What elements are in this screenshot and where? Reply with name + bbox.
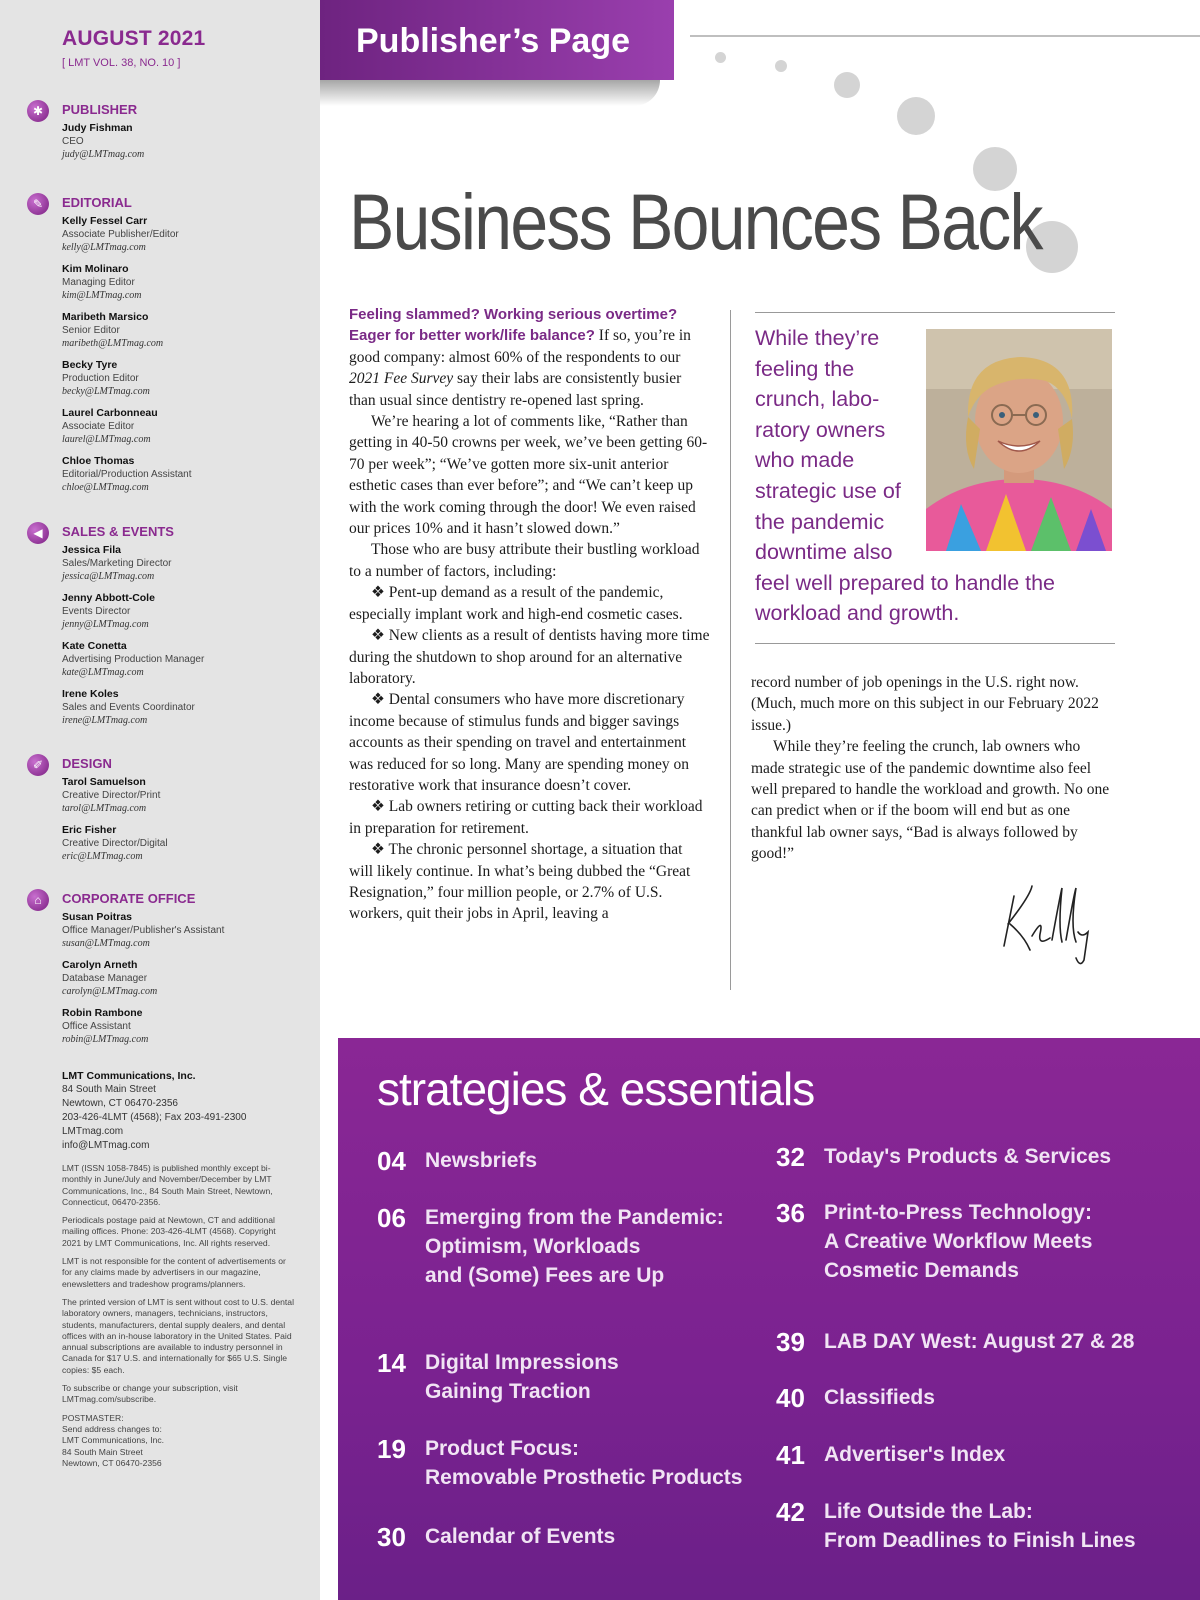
toc-entry-title	[824, 1327, 1134, 1357]
toc-title: strategies & essentials	[377, 1063, 815, 1115]
article-paragraph: ❖ Dental consumers who have more discretionary income because of stimulus funds and bigger savings accounts as their spending on travel and entertainment was reduced for so long. Many are spending money on restorative work that insurance doesn’t cover.	[349, 691, 690, 794]
staff-entry	[62, 1007, 148, 1046]
company-address	[62, 1069, 246, 1153]
toc-entry[interactable]	[377, 1434, 742, 1492]
publisher-photo	[926, 329, 1112, 551]
toc-entry[interactable]	[776, 1327, 1134, 1357]
company-email[interactable]: info@LMTmag.com	[62, 1140, 150, 1151]
staff-role: Production Editor	[62, 373, 139, 384]
staff-email[interactable]: jessica@LMTmag.com	[62, 571, 155, 582]
toc-entry-line: Today's Products & Services	[824, 1145, 1112, 1168]
article-lead: Feeling slammed? Working serious overtime? Eager for better work/life balance?	[349, 306, 678, 345]
toc-entry-line: Newsbriefs	[425, 1149, 538, 1172]
staff-role: Advertising Production Manager	[62, 654, 205, 665]
staff-entry	[62, 776, 160, 815]
toc-entry-title	[824, 1142, 1111, 1172]
article-paragraph: We’re hearing a lot of comments like, “Rather than getting in 40-50 crowns per week, we’ve been getting 60-70 per week”; “We’ve gotten more six-unit anterior esthetic cases than ever before”; and “We can’t keep up with the work coming through the door! We even raised our prices 10% and it hasn’t slowed down.”	[349, 413, 708, 538]
toc-entry[interactable]	[377, 1146, 537, 1176]
sidebar-heading: SALES & EVENTS	[62, 524, 174, 539]
fine-print-paragraph: The printed version of LMT is sent without cost to U.S. dental laboratory owners, managers, technicians, instructors, students, manufacturers, dental supply dealers, and dental offices with an in-house laboratory in the United States. Paid annual subscriptions are available to industry personnel in Canada for $17 U.S. and internationally for $65 U.S. Single copies: $5 each.	[62, 1296, 294, 1375]
company-web[interactable]: LMTmag.com	[62, 1126, 124, 1137]
decor-bubble	[715, 52, 726, 63]
staff-email[interactable]: jenny@LMTmag.com	[62, 619, 149, 630]
kelly-signature	[1000, 876, 1100, 972]
pull-quote-line: downtime also	[755, 540, 893, 565]
company-phone: 203-426-4LMT (4568); Fax 203-491-2300	[62, 1112, 247, 1123]
staff-name: Jessica Fila	[62, 544, 121, 556]
staff-role: Events Director	[62, 606, 131, 617]
pull-quote-line: feeling the	[755, 356, 855, 381]
staff-name: Maribeth Marsico	[62, 311, 149, 323]
megaphone-icon: ◀	[27, 522, 49, 544]
staff-role: Office Manager/Publisher's Assistant	[62, 925, 225, 936]
pull-quote-line: crunch, labo-	[755, 387, 880, 412]
toc-entry-title	[425, 1203, 724, 1290]
toc-entry-title	[824, 1198, 1092, 1285]
staff-entry	[62, 407, 158, 446]
staff-email[interactable]: kate@LMTmag.com	[62, 667, 144, 678]
masthead-sidebar	[0, 0, 320, 1600]
toc-entry-title	[425, 1146, 537, 1176]
top-rule	[690, 35, 1200, 37]
staff-name: Jenny Abbott-Cole	[62, 592, 155, 604]
staff-role: Associate Editor	[62, 421, 135, 432]
toc-entry-line: Removable Prosthetic Products	[425, 1466, 743, 1489]
pull-quote-line: strategic use of	[755, 478, 901, 503]
staff-role: CEO	[62, 136, 84, 147]
toc-entry-line: Gaining Traction	[425, 1380, 591, 1403]
staff-name: Laurel Carbonneau	[62, 407, 158, 419]
toc-entry-line: Print-to-Press Technology:	[824, 1201, 1092, 1224]
staff-email[interactable]: susan@LMTmag.com	[62, 938, 150, 949]
toc-page-number: 36	[776, 1198, 805, 1228]
staff-email[interactable]: tarol@LMTmag.com	[62, 803, 147, 814]
banner-title: Publisher’s Page	[356, 22, 630, 60]
toc-entry[interactable]	[776, 1383, 935, 1413]
banner-shadow	[320, 80, 660, 106]
staff-role: Office Assistant	[62, 1021, 131, 1032]
article-paragraph: record number of job openings in the U.S. right now. (Much, much more on this subject in our February 2022 issue.)	[751, 674, 1099, 734]
toc-entry-line: Product Focus:	[425, 1437, 580, 1460]
toc-page-number: 41	[776, 1440, 805, 1470]
staff-name: Robin Rambone	[62, 1007, 143, 1019]
toc-entry-line: A Creative Workflow Meets	[824, 1230, 1093, 1253]
toc-entry[interactable]	[776, 1497, 1136, 1555]
company-name: LMT Communications, Inc.	[62, 1070, 196, 1082]
staff-name: Susan Poitras	[62, 911, 133, 923]
toc-entry-line: Advertiser's Index	[824, 1443, 1006, 1466]
pull-quote-line: the pandemic	[755, 509, 885, 534]
toc-entry-line: Digital Impressions	[425, 1351, 619, 1374]
staff-role: Sales/Marketing Director	[62, 558, 172, 569]
staff-role: Editorial/Production Assistant	[62, 469, 192, 480]
fine-print-paragraph: LMT is not responsible for the content of advertisements or for any claims made by advertisers in our magazine, enewsletters and tradeshow programs/planners.	[62, 1256, 286, 1289]
toc-entry[interactable]	[377, 1348, 619, 1406]
toc-entry[interactable]	[377, 1203, 724, 1290]
staff-entry	[62, 359, 150, 398]
toc-entry[interactable]	[776, 1440, 1005, 1470]
toc-page-number: 30	[377, 1522, 406, 1552]
sidebar-heading: CORPORATE OFFICE	[62, 891, 196, 906]
staff-name: Kate Conetta	[62, 640, 127, 652]
pull-quote-line: ratory owners	[755, 417, 886, 442]
toc-page-number: 06	[377, 1203, 406, 1233]
fine-print-paragraph: To subscribe or change your subscription, visit LMTmag.com/subscribe.	[62, 1383, 238, 1405]
pen-icon: ✎	[27, 193, 49, 215]
toc-entry[interactable]	[377, 1522, 615, 1552]
toc-entry-line: Optimism, Workloads	[425, 1235, 641, 1258]
toc-entry[interactable]	[776, 1198, 1092, 1285]
staff-entry	[62, 544, 171, 583]
staff-entry	[62, 263, 141, 302]
fine-print-paragraph: Periodicals postage paid at Newtown, CT and additional mailing offices. Phone: 203-426-4LMT (4568). Copyright 2021 by LMT Communications, Inc. All rights reserved.	[62, 1215, 276, 1248]
staff-role: Senior Editor	[62, 325, 120, 336]
staff-role: Sales and Events Coordinator	[62, 702, 195, 713]
toc-page-number: 04	[377, 1146, 406, 1176]
fine-print-paragraph: LMT (ISSN 1058-7845) is published monthly except bi-monthly in June/July and November/December by LMT Communications, Inc., 84 South Main Street, Newtown, Connecticut, 06470-2356.	[62, 1163, 273, 1207]
staff-role: Managing Editor	[62, 277, 135, 288]
issue-volume: [ LMT VOL. 38, NO. 10 ]	[62, 57, 181, 69]
publication-fine-print	[62, 1163, 294, 1476]
star-icon: ✱	[27, 100, 49, 122]
staff-role: Creative Director/Digital	[62, 838, 168, 849]
staff-email[interactable]: judy@LMTmag.com	[62, 149, 145, 160]
staff-email[interactable]: laurel@LMTmag.com	[62, 434, 151, 445]
toc-page-number: 39	[776, 1327, 805, 1357]
staff-email[interactable]: becky@LMTmag.com	[62, 386, 150, 397]
toc-entry-line: Classifieds	[824, 1386, 935, 1409]
staff-email[interactable]: maribeth@LMTmag.com	[62, 338, 164, 349]
pull-quote-line: feel well prepared to handle the	[755, 570, 1056, 595]
toc-entry-title	[425, 1348, 619, 1406]
staff-email[interactable]: kim@LMTmag.com	[62, 290, 142, 301]
staff-entry	[62, 215, 179, 254]
staff-entry	[62, 824, 168, 863]
staff-email[interactable]: kelly@LMTmag.com	[62, 242, 146, 253]
staff-entry	[62, 592, 155, 631]
decor-bubble	[834, 72, 860, 98]
staff-entry	[62, 640, 204, 679]
staff-name: Becky Tyre	[62, 359, 118, 371]
staff-name: Carolyn Arneth	[62, 959, 138, 971]
article-lead-paragraph: Feeling slammed? Working serious overtime? Eager for better work/life balance? If so, you’re in good company: almost 60% of the respondents to our 2021 Fee Survey say their labs are consistently busier than usual since dentistry re-opened last spring.	[349, 306, 691, 409]
staff-entry	[62, 455, 192, 494]
toc-entry-line: LAB DAY West: August 27 & 28	[824, 1330, 1135, 1353]
staff-role: Database Manager	[62, 973, 148, 984]
toc-entry-line: and (Some) Fees are Up	[425, 1264, 665, 1287]
toc-page-number: 14	[377, 1348, 406, 1378]
staff-email[interactable]: irene@LMTmag.com	[62, 715, 148, 726]
toc-page-number: 32	[776, 1142, 805, 1172]
pull-quote-line: While they’re	[755, 326, 880, 350]
staff-entry	[62, 911, 224, 950]
staff-email[interactable]: robin@LMTmag.com	[62, 1034, 149, 1045]
toc-entry-line: Calendar of Events	[425, 1525, 616, 1548]
pull-quote-rule	[755, 643, 1115, 644]
staff-name: Tarol Samuelson	[62, 776, 146, 788]
staff-entry	[62, 122, 144, 161]
staff-name: Kelly Fessel Carr	[62, 215, 148, 227]
staff-role: Creative Director/Print	[62, 790, 161, 801]
toc-entry-title	[425, 1522, 615, 1552]
pull-quote-rule	[755, 312, 1115, 313]
staff-name: Chloe Thomas	[62, 455, 135, 467]
staff-email[interactable]: carolyn@LMTmag.com	[62, 986, 158, 997]
staff-entry	[62, 311, 163, 350]
toc-entry-title	[824, 1383, 935, 1413]
staff-email[interactable]: chloe@LMTmag.com	[62, 482, 149, 493]
column-divider	[730, 310, 731, 990]
article-title: Business Bounces Back	[349, 177, 1042, 266]
toc-entry[interactable]	[776, 1142, 1111, 1172]
toc-entry-line: Cosmetic Demands	[824, 1259, 1019, 1282]
design-icon: ✐	[27, 754, 49, 776]
article-paragraph: ❖ The chronic personnel shortage, a situation that will likely continue. In what’s being dubbed the “Great Resignation,” four million people, or 2.7% of U.S. workers, quit their jobs in April, leaving a	[349, 841, 691, 923]
staff-name: Kim Molinaro	[62, 263, 129, 275]
decor-bubble	[775, 60, 787, 72]
sidebar-heading: DESIGN	[62, 756, 112, 771]
article-paragraph: While they’re feeling the crunch, lab owners who made strategic use of the pandemic downtime also feel well prepared to handle the workload and growth. No one can predict when or if the boom will end but as one thankful lab owner says, “Bad is always followed by good!”	[751, 738, 1110, 863]
portrait-illustration	[926, 329, 1112, 551]
toc-page-number: 19	[377, 1434, 406, 1464]
article-column-right	[751, 672, 1113, 865]
toc-entry-line: Emerging from the Pandemic:	[425, 1206, 724, 1229]
staff-name: Eric Fisher	[62, 824, 117, 836]
toc-entry-title	[425, 1434, 742, 1492]
article-paragraph: ❖ Pent-up demand as a result of the pandemic, especially implant work and high-end cosmetic cases.	[349, 584, 683, 623]
staff-role: Associate Publisher/Editor	[62, 229, 179, 240]
article-column-left	[349, 304, 710, 925]
company-city: Newtown, CT 06470-2356	[62, 1098, 178, 1109]
pull-quote-line: who made	[755, 448, 855, 473]
staff-email[interactable]: eric@LMTmag.com	[62, 851, 143, 862]
sidebar-heading: PUBLISHER	[62, 102, 138, 117]
article-paragraph: Those who are busy attribute their bustling workload to a number of factors, including:	[349, 541, 700, 580]
building-icon: ⌂	[27, 889, 49, 911]
staff-name: Irene Koles	[62, 688, 119, 700]
fine-print-paragraph: POSTMASTER: Send address changes to: LMT Communications, Inc. 84 South Main Street Newtown, CT 06470-2356	[62, 1412, 165, 1468]
staff-entry	[62, 959, 157, 998]
sidebar-heading: EDITORIAL	[62, 195, 132, 210]
toc-entry-title	[824, 1440, 1005, 1470]
staff-entry	[62, 688, 195, 727]
toc-page-number: 40	[776, 1383, 805, 1413]
staff-name: Judy Fishman	[62, 122, 133, 134]
issue-date: AUGUST 2021	[62, 27, 206, 50]
company-street: 84 South Main Street	[62, 1084, 156, 1095]
strategies-essentials-toc	[338, 1038, 1200, 1600]
fee-survey-title: 2021 Fee Survey	[349, 370, 454, 388]
decor-bubble	[897, 97, 935, 135]
pull-quote-line: workload and growth.	[755, 601, 960, 626]
toc-entry-line: From Deadlines to Finish Lines	[824, 1529, 1136, 1552]
toc-entry-line: Life Outside the Lab:	[824, 1500, 1033, 1523]
toc-page-number: 42	[776, 1497, 805, 1527]
article-paragraph: ❖ New clients as a result of dentists having more time during the shutdown to shop around for an alternative laboratory.	[349, 627, 710, 687]
toc-entry-title	[824, 1497, 1136, 1555]
article-paragraph: ❖ Lab owners retiring or cutting back their workload in preparation for retirement.	[349, 798, 703, 837]
